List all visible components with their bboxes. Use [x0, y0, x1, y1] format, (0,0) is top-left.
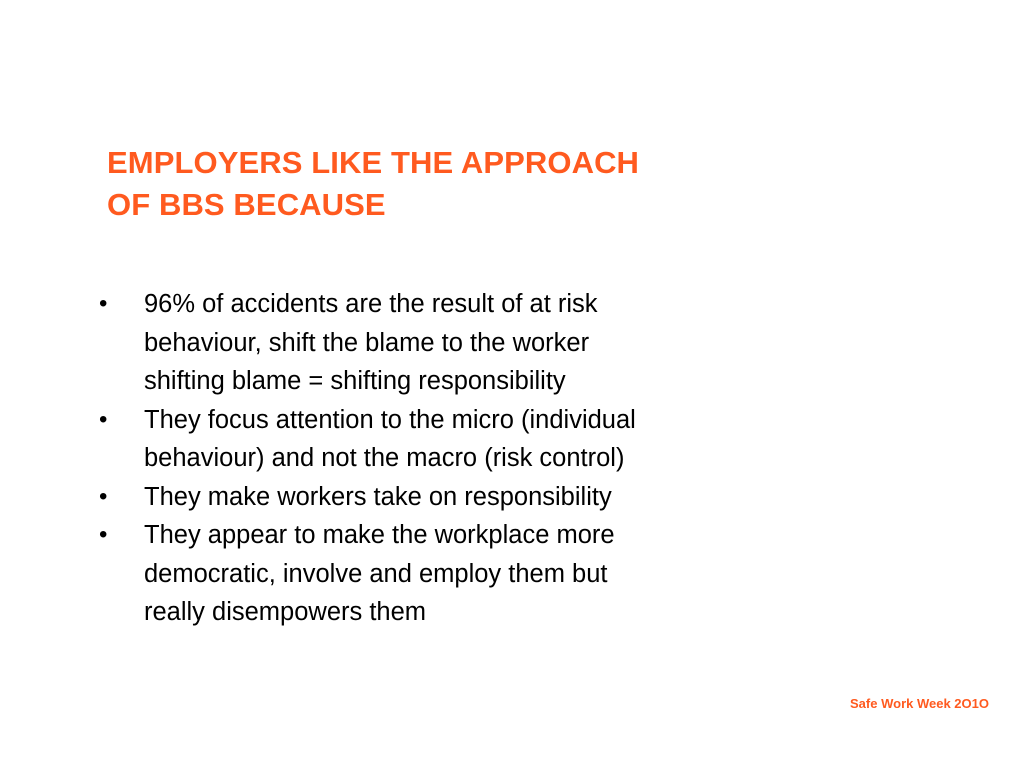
bullet-dot-icon: • [99, 290, 108, 317]
bullet-dot-icon: • [99, 521, 108, 548]
bullet-line: really disempowers them [144, 598, 427, 626]
bullet-line: 96% of accidents are the result of at risk [144, 290, 598, 318]
bullet-line: shifting blame = shifting responsibility [144, 367, 566, 395]
bullet-dot-icon: • [99, 482, 108, 510]
bullet-item [99, 516, 789, 632]
bullet-line: behaviour, shift the blame to the worker [144, 328, 590, 357]
slide-title [107, 142, 787, 226]
bullet-item [99, 478, 789, 517]
bullet-item [99, 401, 789, 478]
slide-title-line: OF BBS BECAUSE [107, 187, 386, 222]
slide-title-line: EMPLOYERS LIKE THE APPROACH [107, 145, 640, 180]
bullet-line: democratic, involve and employ them but [144, 559, 608, 588]
bullet-line: behaviour) and not the macro (risk control) [144, 444, 625, 472]
bullet-line: They focus attention to the micro (individual [144, 405, 636, 434]
bullet-line: They make workers take on responsibility [144, 482, 612, 511]
bullet-dot-icon: • [99, 405, 108, 433]
footer-text: Safe Work Week 2O1O [850, 696, 989, 711]
bullet-line: They appear to make the workplace more [144, 521, 615, 549]
bullet-item [99, 285, 789, 401]
bullet-list [99, 285, 789, 632]
